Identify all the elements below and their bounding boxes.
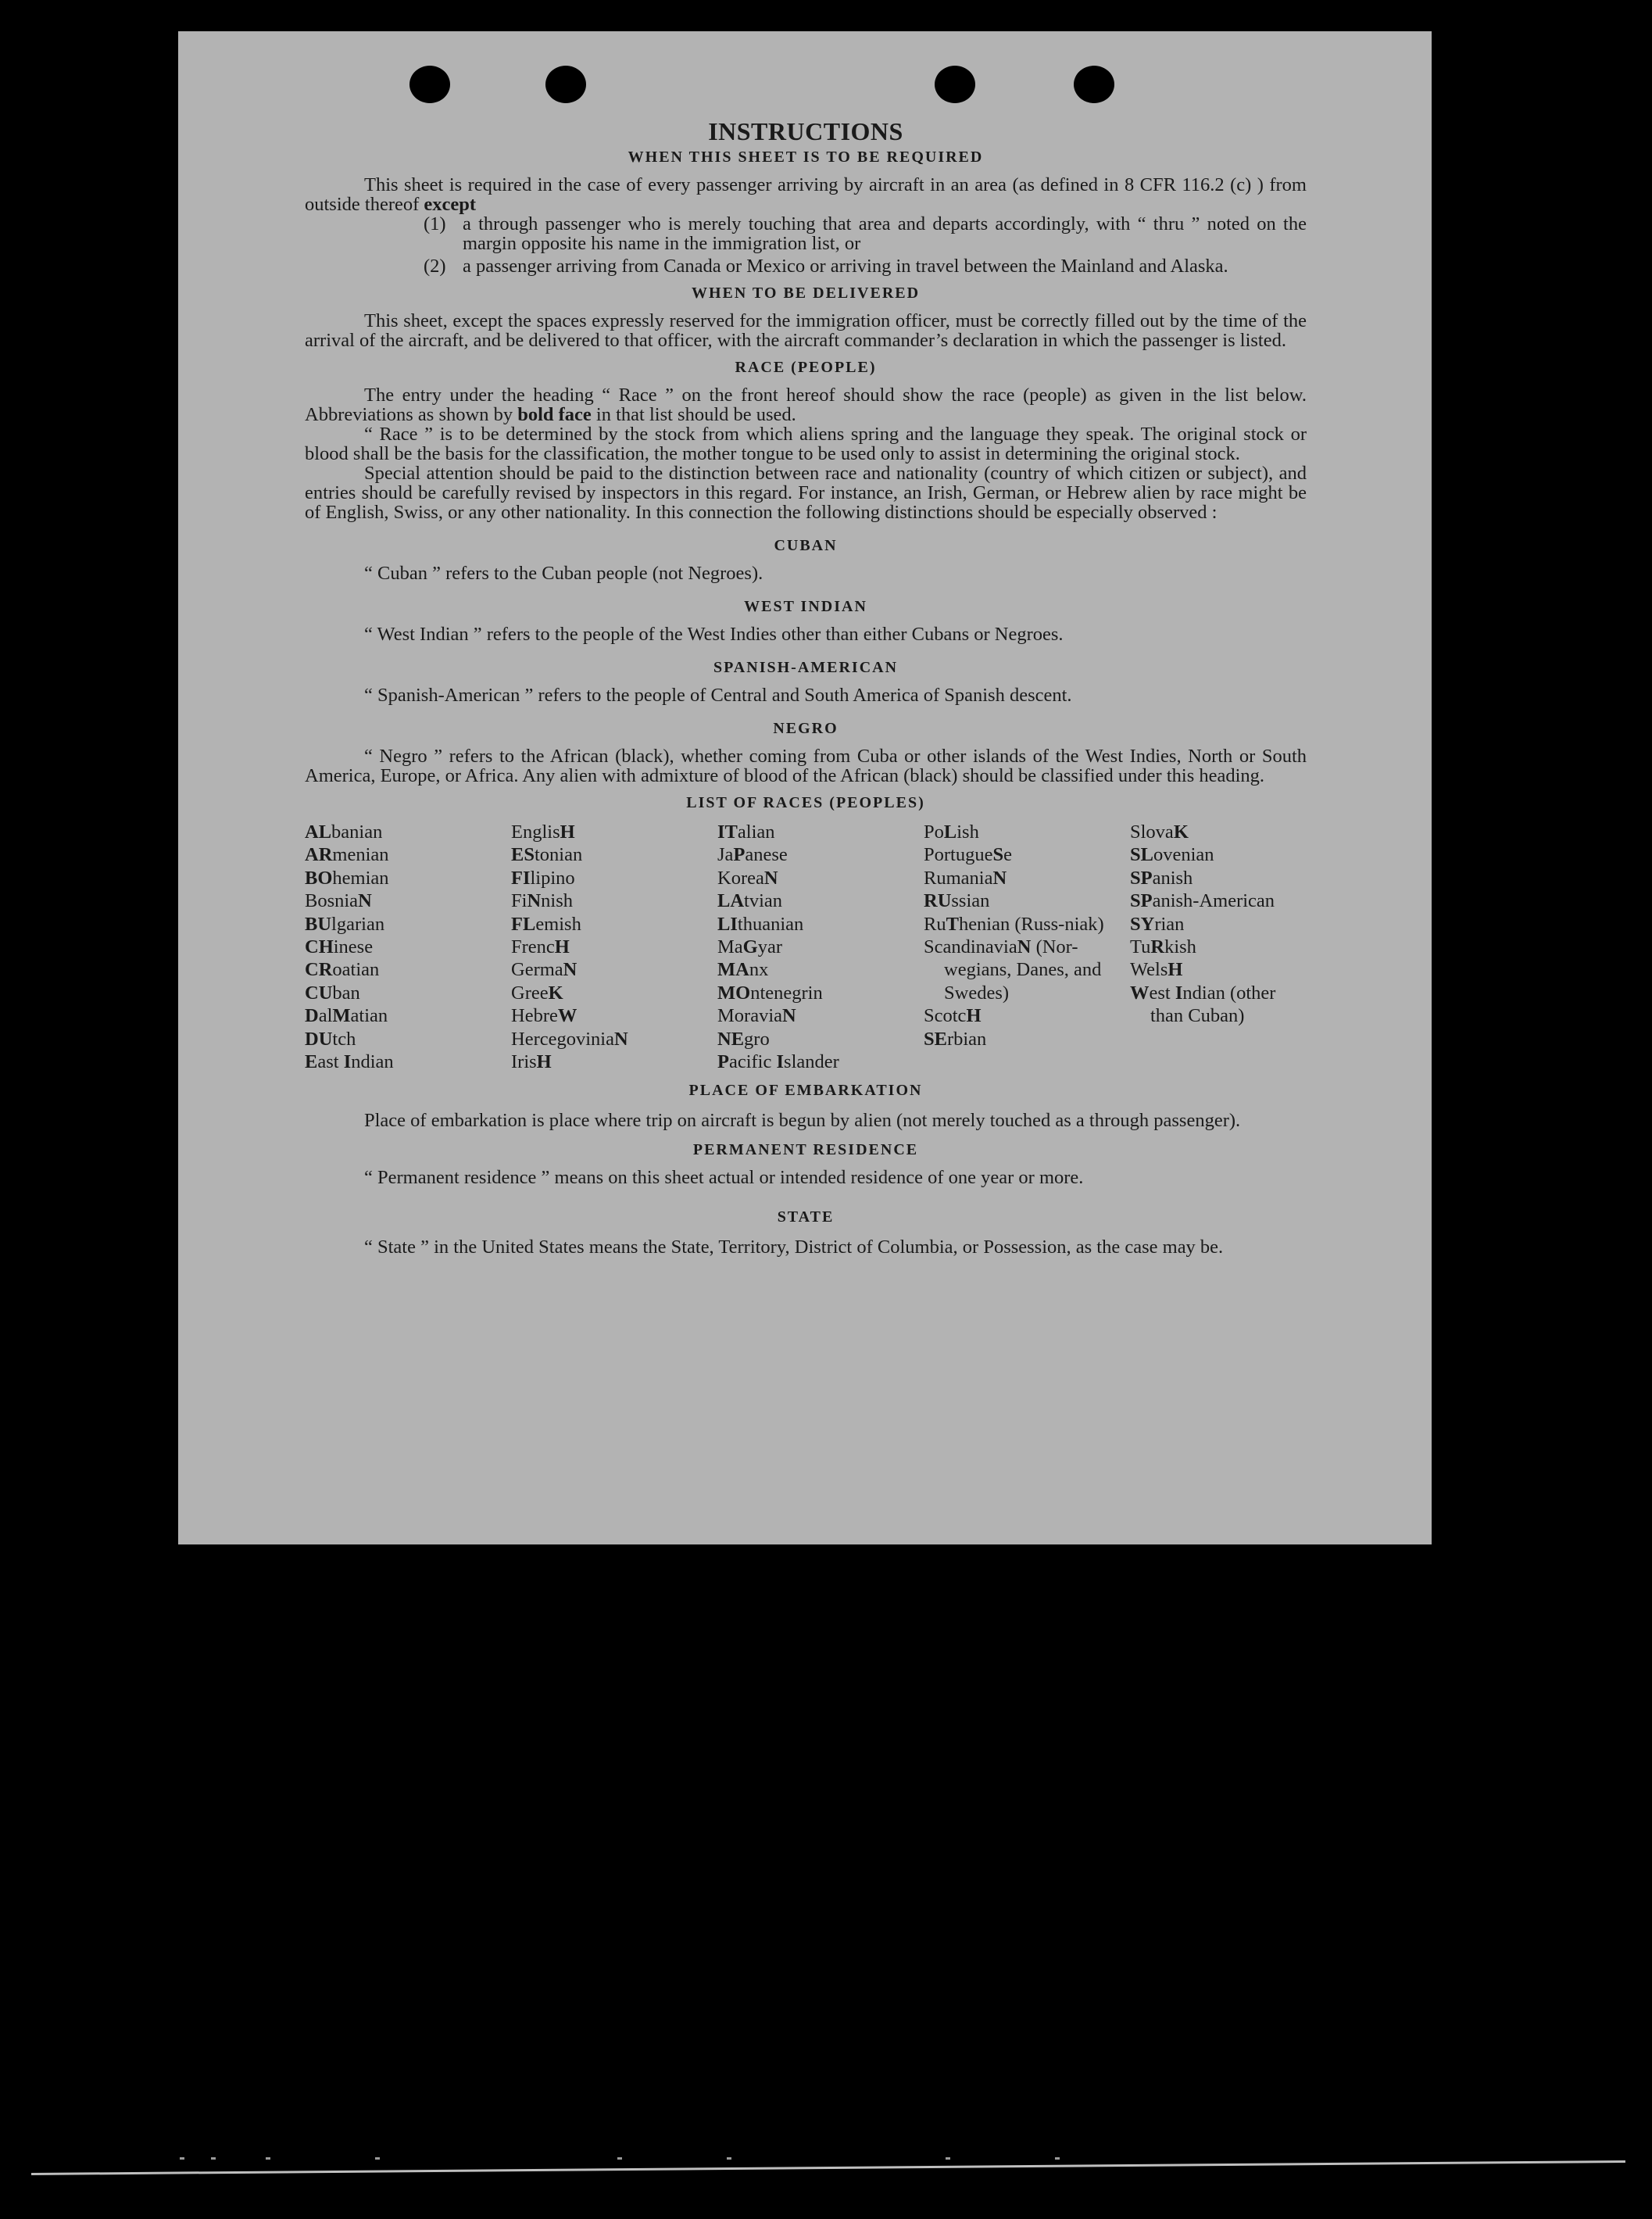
race-abbreviation: DU (305, 1028, 333, 1050)
embarkation-text: Place of embarkation is place where trip on aircraft is begun by alien (not merely touched as a through passenger). (364, 1110, 1241, 1132)
race-name-part: tonian (534, 844, 583, 866)
race-abbreviation: I (343, 1051, 352, 1073)
races-table (305, 821, 1307, 1073)
race-entry (1130, 936, 1307, 958)
intro-bold: except (424, 194, 477, 215)
races-column (717, 821, 924, 1073)
race-entry (924, 913, 1130, 936)
race-entry (511, 889, 717, 912)
heading-negro: NEGRO (773, 720, 839, 737)
race-entry (511, 982, 717, 1004)
race-abbreviation: CH (305, 936, 334, 958)
race-name-part: Englis (511, 821, 560, 843)
race-name-part: ndian (other than Cuban) (1150, 982, 1276, 1027)
race-paragraph-3: Special attention should be paid to the distinction between race and nationality (country of which citizen or subject), and entries should be carefully revised by inspectors in this regard. For instance, an Irish, German, or Hebrew alien by race might be of English, Swiss, or any other nationality. In this connection the following distinctions should be especially observed : (305, 463, 1307, 523)
race-entry (717, 889, 924, 912)
punch-hole (1074, 66, 1114, 103)
race-abbreviation: LI (717, 913, 738, 935)
race-name-part: (Nor-wegians, Danes, and Swedes) (944, 936, 1102, 1004)
race-entry (717, 982, 924, 1004)
race-entry (305, 867, 511, 889)
race-abbreviation: ES (511, 844, 535, 866)
race-name-part: anese (745, 844, 788, 866)
race-name-part: ast (317, 1051, 344, 1073)
race-entry (305, 958, 511, 981)
race-entry (717, 1028, 924, 1050)
race-abbreviation: S (992, 844, 1004, 866)
race-abbreviation: MO (717, 982, 751, 1004)
race-entry (511, 958, 717, 981)
race-name-part: Portugue (924, 844, 993, 866)
race-p1-text: The entry under the heading “ Race ” on the front hereof should show the race (people) as given in the list below. Abbreviations as shown by (305, 385, 1307, 425)
race-abbreviation: H (536, 1051, 552, 1073)
race-name-part: ish (957, 821, 979, 843)
race-abbreviation: N (613, 1028, 628, 1050)
race-name-part: Ma (717, 936, 743, 958)
race-name-part: anish-American (1152, 890, 1275, 912)
race-name-part: lipino (530, 867, 575, 889)
race-name-part: Bosnia (305, 890, 359, 912)
race-entry (717, 913, 924, 936)
race-abbreviation: BU (305, 913, 332, 935)
cuban-text: “ Cuban ” refers to the Cuban people (not Negroes). (364, 563, 763, 584)
instructions-content (305, 117, 1307, 1259)
race-entry (511, 1028, 717, 1050)
race-entry (717, 936, 924, 958)
page-title: INSTRUCTIONS (708, 117, 903, 145)
race-entry (1130, 867, 1307, 889)
race-name-part: yar (757, 936, 783, 958)
race-name-part: Korea (717, 867, 764, 889)
race-abbreviation: E (305, 1051, 318, 1073)
race-abbreviation: W (557, 1005, 577, 1027)
heading-when-delivered: WHEN TO BE DELIVERED (691, 285, 921, 302)
race-entry (305, 821, 511, 843)
heading-spanish-american: SPANISH-AMERICAN (713, 659, 899, 676)
residence-text: “ Permanent residence ” means on this sheet actual or intended residence of one year or more. (364, 1167, 1084, 1189)
races-column (924, 821, 1130, 1073)
race-name-part: Gree (511, 982, 549, 1004)
races-column (305, 821, 511, 1073)
race-name-part: Fi (511, 890, 527, 912)
race-name-part: inese (333, 936, 374, 958)
race-entry (305, 913, 511, 936)
race-paragraph-1 (305, 385, 1307, 424)
heading-list-of-races: LIST OF RACES (PEOPLES) (686, 794, 925, 811)
race-entry (511, 1004, 717, 1027)
race-abbreviation: IT (717, 821, 738, 843)
heading-permanent-residence: PERMANENT RESIDENCE (692, 1141, 919, 1159)
race-entry (924, 936, 1130, 1004)
race-entry (924, 889, 1130, 912)
race-entry (1130, 821, 1307, 843)
race-name-part: nish (541, 890, 573, 912)
race-abbreviation: K (1173, 821, 1189, 843)
race-name-part: Iris (511, 1051, 537, 1073)
intro-text: This sheet is required in the case of every passenger arriving by aircraft in an area (as defined in 8 CFR 116.2 (c) ) from outside thereof (305, 174, 1307, 215)
race-abbreviation: I (776, 1051, 785, 1073)
race-name-part: atian (350, 1005, 388, 1027)
race-entry (717, 1004, 924, 1027)
race-entry (1130, 913, 1307, 936)
race-abbreviation: AL (305, 821, 332, 843)
race-abbreviation: N (563, 959, 577, 981)
race-name-part: est (1149, 982, 1175, 1004)
race-abbreviation: BO (305, 867, 333, 889)
race-abbreviation: FL (511, 913, 536, 935)
race-name-part: anish (1152, 867, 1193, 889)
heading-when-required: WHEN THIS SHEET IS TO BE REQUIRED (628, 149, 984, 166)
race-name-part: oatian (332, 959, 380, 981)
race-name-part: ovenian (1153, 844, 1214, 866)
race-name-part: banian (331, 821, 383, 843)
race-name-part: slander (784, 1051, 839, 1073)
race-name-part: Slova (1130, 821, 1174, 843)
race-abbreviation: H (560, 821, 575, 843)
spanish-american-text: “ Spanish-American ” refers to the people of Central and South America of Spanish descent. (364, 685, 1072, 706)
race-abbreviation: CU (305, 982, 333, 1004)
race-abbreviation: W (1130, 982, 1150, 1004)
race-name-part: lgarian (331, 913, 385, 935)
race-abbreviation: SP (1130, 867, 1153, 889)
item-number: (2) (424, 256, 446, 277)
race-entry (924, 843, 1130, 866)
race-entry (305, 843, 511, 866)
race-abbreviation: SL (1130, 844, 1153, 866)
race-abbreviation: G (742, 936, 758, 958)
race-abbreviation: T (946, 913, 959, 935)
race-entry (305, 1028, 511, 1050)
race-entry (511, 867, 717, 889)
race-name-part: Rumania (924, 867, 993, 889)
race-entry (1130, 982, 1307, 1028)
state-text: “ State ” in the United States means the State, Territory, District of Columbia, or Possession, as the case may be. (364, 1237, 1224, 1258)
race-abbreviation: P (717, 1051, 729, 1073)
race-name-part: ban (332, 982, 360, 1004)
race-entry (511, 843, 717, 866)
race-abbreviation: SE (924, 1028, 947, 1050)
race-entry (1130, 958, 1307, 981)
heading-race: RACE (PEOPLE) (735, 359, 877, 376)
race-name-part: emish (535, 913, 581, 935)
race-name-part: Frenc (511, 936, 555, 958)
race-entry (305, 889, 511, 912)
race-entry (717, 821, 924, 843)
race-p1-text-end: in that list should be used. (595, 404, 796, 425)
race-name-part: Scandinavia (924, 936, 1017, 958)
race-name-part: nx (749, 959, 769, 981)
race-entry (511, 1050, 717, 1073)
race-name-part: Po (924, 821, 944, 843)
race-entry (717, 843, 924, 866)
race-name-part: Wels (1130, 959, 1168, 981)
heading-state: STATE (777, 1208, 835, 1226)
race-name-part: al (318, 1005, 333, 1027)
race-abbreviation: P (733, 844, 746, 866)
exception-item (305, 256, 1307, 276)
race-abbreviation: K (548, 982, 563, 1004)
race-name-part: alian (737, 821, 775, 843)
item-text: a through passenger who is merely touching that area and departs accordingly, with “ thru ” noted on the margin opposite his name in the immigration list, or (463, 213, 1307, 254)
heading-embarkation: PLACE OF EMBARKATION (688, 1082, 923, 1100)
race-abbreviation: L (943, 821, 957, 843)
race-abbreviation: H (1167, 959, 1183, 981)
race-entry (511, 821, 717, 843)
race-name-part: henian (Russ-niak) (958, 913, 1104, 935)
race-name-part: Moravia (717, 1005, 782, 1027)
race-name-part: e (1003, 844, 1012, 866)
race-p1-bold: bold face (517, 404, 592, 425)
race-name-part: Ja (717, 844, 734, 866)
races-column (511, 821, 717, 1073)
race-entry (305, 1050, 511, 1073)
race-abbreviation: RU (924, 890, 952, 912)
race-entry (717, 958, 924, 981)
punch-hole (935, 66, 975, 103)
west-indian-text: “ West Indian ” refers to the people of the West Indies other than either Cubans or Negroes. (364, 624, 1064, 645)
race-abbreviation: H (554, 936, 570, 958)
race-name-part: Tu (1130, 936, 1151, 958)
race-abbreviation: N (992, 867, 1007, 889)
race-abbreviation: D (305, 1005, 319, 1027)
heading-west-indian: WEST INDIAN (744, 598, 867, 615)
race-abbreviation: N (527, 890, 542, 912)
race-abbreviation: NE (717, 1028, 745, 1050)
race-abbreviation: H (966, 1005, 982, 1027)
race-name-part: Hercegovinia (511, 1028, 614, 1050)
race-name-part: gro (744, 1028, 770, 1050)
document-page (178, 31, 1432, 1544)
heading-cuban: CUBAN (774, 537, 838, 554)
race-name-part: Scotc (924, 1005, 967, 1027)
race-name-part: tvian (744, 890, 783, 912)
races-column (1130, 821, 1307, 1073)
race-entry (1130, 843, 1307, 866)
item-number: (1) (424, 213, 446, 234)
race-entry (924, 867, 1130, 889)
when-required-intro (305, 175, 1307, 214)
race-name-part: ndian (351, 1051, 394, 1073)
race-abbreviation: I (1175, 982, 1183, 1004)
race-name-part: rian (1154, 913, 1185, 935)
race-entry (717, 867, 924, 889)
exception-item (305, 214, 1307, 253)
race-abbreviation: SP (1130, 890, 1153, 912)
race-name-part: ssian (951, 890, 990, 912)
race-entry (305, 936, 511, 958)
race-name-part: acific (728, 1051, 777, 1073)
race-abbreviation: R (1150, 936, 1165, 958)
race-entry (305, 982, 511, 1004)
race-entry (305, 1004, 511, 1027)
race-abbreviation: SY (1130, 913, 1155, 935)
race-name-part: kish (1164, 936, 1196, 958)
race-abbreviation: MA (717, 959, 749, 981)
race-name-part: hemian (332, 867, 389, 889)
race-abbreviation: AR (305, 844, 333, 866)
race-abbreviation: CR (305, 959, 333, 981)
scan-marks (180, 2157, 1117, 2168)
race-name-part: tch (332, 1028, 356, 1050)
race-entry (717, 1050, 924, 1073)
punch-hole (545, 66, 586, 103)
punch-hole (409, 66, 450, 103)
race-abbreviation: N (358, 890, 372, 912)
item-text: a passenger arriving from Canada or Mexico or arriving in travel between the Mainland and Alaska. (463, 256, 1228, 277)
race-name-part: Hebre (511, 1005, 558, 1027)
race-entry (511, 936, 717, 958)
race-abbreviation: N (782, 1005, 796, 1027)
race-entry (924, 1028, 1130, 1050)
race-abbreviation: M (332, 1005, 351, 1027)
race-abbreviation: LA (717, 890, 745, 912)
race-abbreviation: N (1017, 936, 1032, 958)
race-entry (511, 913, 717, 936)
race-abbreviation: N (763, 867, 778, 889)
race-name-part: Ru (924, 913, 946, 935)
when-delivered-text: This sheet, except the spaces expressly reserved for the immigration officer, must be correctly filled out by the time of the arrival of the aircraft, and be delivered to that officer, with the aircraft commander’s declaration in which the passenger is listed. (305, 310, 1307, 351)
race-name-part: Germa (511, 959, 563, 981)
race-paragraph-2: “ Race ” is to be determined by the stock from which aliens spring and the language they speak. The original stock or blood shall be the basis for the classification, the mother tongue to be used only to assist in determining the original stock. (305, 424, 1307, 464)
race-name-part: thuanian (737, 913, 804, 935)
race-entry (924, 1004, 1130, 1027)
race-name-part: ntenegrin (750, 982, 823, 1004)
negro-text: “ Negro ” refers to the African (black), whether coming from Cuba or other islands of the West Indies, North or South America, Europe, or Africa. Any alien with admixture of blood of the African (black) should be classified under this heading. (305, 746, 1307, 786)
race-entry (1130, 889, 1307, 912)
race-abbreviation: FI (511, 867, 531, 889)
race-name-part: menian (332, 844, 389, 866)
race-entry (924, 821, 1130, 843)
race-name-part: rbian (946, 1028, 987, 1050)
